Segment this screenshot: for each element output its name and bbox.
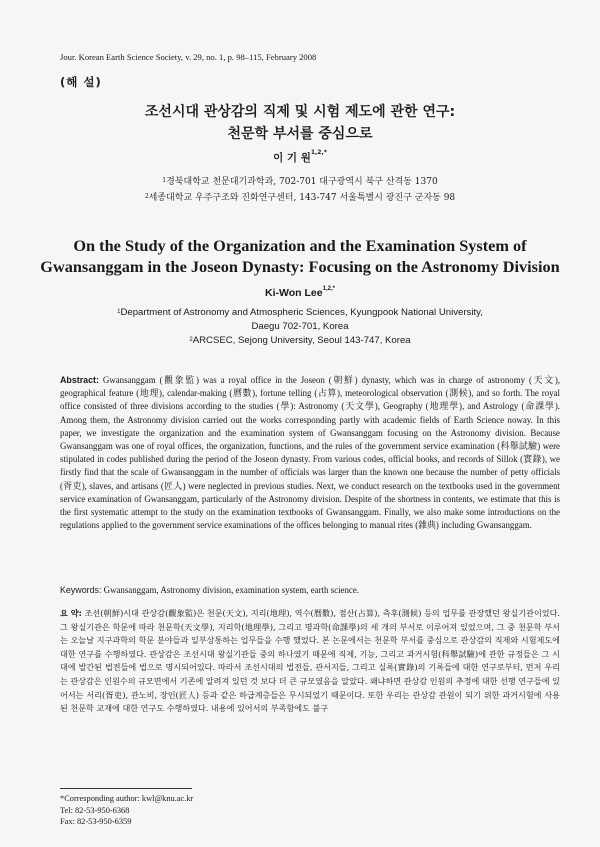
abstract-label: Abstract: (60, 375, 99, 385)
korean-author-sup: 1,2,* (310, 149, 327, 156)
keywords-text: Gwansanggam, Astronomy division, examination system, earth science. (101, 585, 360, 595)
english-affiliation-1-cont: Daegu 702-701, Korea (251, 321, 349, 332)
korean-aff2-sup: 2 (144, 193, 149, 200)
korean-title (40, 101, 560, 145)
korean-title-line2: 천문학 부서를 중심으로 (227, 126, 373, 142)
section-label: (해 설) (60, 75, 102, 89)
english-title (40, 235, 560, 277)
journal-citation: Jour. Korean Earth Science Society, v. 29, no. 1, p. 98–115, February 2008 (60, 52, 317, 62)
english-affiliation-1: $^1$Department of Astronomy and Atmospheric Sciences, Kyungpook National University, (117, 307, 483, 318)
korean-aff1-sup: 1 (162, 177, 167, 184)
korean-abstract (60, 607, 560, 716)
english-author (40, 287, 560, 299)
korean-title-line1: 조선시대 관상감의 직제 및 시험 제도에 관한 연구: (144, 104, 456, 120)
corresponding-author: *Corresponding author: kwl@knu.ac.kr (60, 794, 194, 803)
english-affiliation-2: $^2$ARCSEC, Sejong University, Seoul 143-747, Korea (189, 335, 411, 346)
fax: Fax: 82-53-950-6359 (60, 817, 132, 826)
english-affiliations (40, 306, 560, 348)
english-title-line2: Gwansanggam in the Joseon Dynasty: Focusing on the Astronomy Division (40, 257, 560, 276)
korean-affiliation-2: $^2$세종대학교 우주구조와 진화연구센터, 143-747 서울특별시 광진구 군자동 98 (144, 193, 456, 203)
korean-abstract-text: 조선(朝鮮)시대 관상감(觀象監)은 천문(天文), 지리(地理), 역수(曆數), 점산(占算), 측후(測候) 등의 업무를 관장했던 왕실기관이었다. 그 왕실기관은 학문에 따라 천문학(天文學), 지리학(地理學), 그리고 명과학(命課學)의 세 개의 부서로 이루어져 있었으며, 그 중 천문학 부서는 오늘날 지구과학의 학문 분야들과 일부상통하는 업무들을 수행 했었다. 본 논문에서는 천문학 부서를 중심으로 관상감의 직제와 시험제도에 대한 연구를 수행하였다. 관상감은 조선시대 왕실기관들 중의 하나였기 때문에 직제, 기능, 그리고 과거시험(科舉試驗)에 관한 규정들은 그 시대에 발간된 법전들에 법으로 명시되어있다. 따라서 조선시대의 법전들, 관서지들, 그리고 실록(實錄)의 기록들에 대한 연구로부터, 먼저 우리는 관상감은 인원수의 규모면에서 기존에 알려져 있던 것 보다 더 큰 규모였음을 알았다. 왜냐하면 관상감 인원의 추정에 대한 선행 연구들에 있어서는 서리(胥吏), 관노비, 장인(匠人) 등과 같은 하급계층들은 무시되었기 때문이다. 또한 우리는 관상감 관원이 되기 위한 과거시험에 사용된 천문학 교재에 대한 연구도 수행하였다. 내용에 있어서의 부족함에도 불구 (60, 608, 560, 714)
korean-author-name: 이 기 원 (273, 152, 311, 164)
english-title-line1: On the Study of the Organization and the Examination System of (73, 236, 527, 255)
korean-author (40, 150, 560, 165)
korean-abstract-label: 요 약: (60, 608, 82, 618)
english-author-name: Ki-Won Lee (265, 287, 323, 299)
english-aff2-sup: 2 (189, 337, 193, 343)
footnote (60, 793, 193, 828)
telephone: Tel: 82-53-950-6368 (60, 805, 130, 815)
english-aff1-sup: 1 (117, 309, 121, 315)
keywords (60, 585, 560, 595)
abstract-text: Gwansanggam (觀象監) was a royal office in the Joseon (朝鮮) dynasty, which was in charge of astronomy (天文), geographical feature (地理), calendar-making (曆數), fortune telling (占算), meteorological observation (測候), and so forth. The royal office consisted of three divisions according to the studies (學): Astronomy (天文學), Geography (地理學), and Astrology (命課學). Among them, the Astronomy division carried out the works corresponding partly with academic fields of Earth Science noway. In this paper, we investigate the organization and the examination system of Gwansanggam focusing on the Astronomy division. Because Gwansanggam was one of royal offices, the organization, functions, and the rules of the government service examination (科舉試驗) were stipulated in codes published during the period of the Joseon dynasty. From various codes, official books, and records of Sillok (實錄), we firstly find that the scale of Gwansanggam in the number of officials was larger than the known one because the number of petty officials (胥吏), slaves, and artisans (匠人) were neglected in previous studies. Next, we conduct research on the textbooks used in the government service examination of Gwansanggam, particularly of the Astronomy division. Despite of the shortness in contents, we estimate that this is the first systematic attempt to the study on the examination textbooks of Gwansanggam. Finally, we also make some introductions on the regulations applied to the government service examinations of the offices belonging to manual rites (雜典) including Gwansanggam. (60, 375, 560, 531)
korean-affiliation-1: $^1$경북대학교 천문대기과학과, 702-701 대구광역시 북구 산격동 1370 (162, 177, 438, 187)
abstract (60, 374, 560, 532)
korean-affiliations (40, 174, 560, 206)
keywords-label: Keywords: (60, 585, 102, 595)
footnote-divider (60, 788, 192, 789)
english-author-sup: 1,2,* (322, 286, 335, 292)
